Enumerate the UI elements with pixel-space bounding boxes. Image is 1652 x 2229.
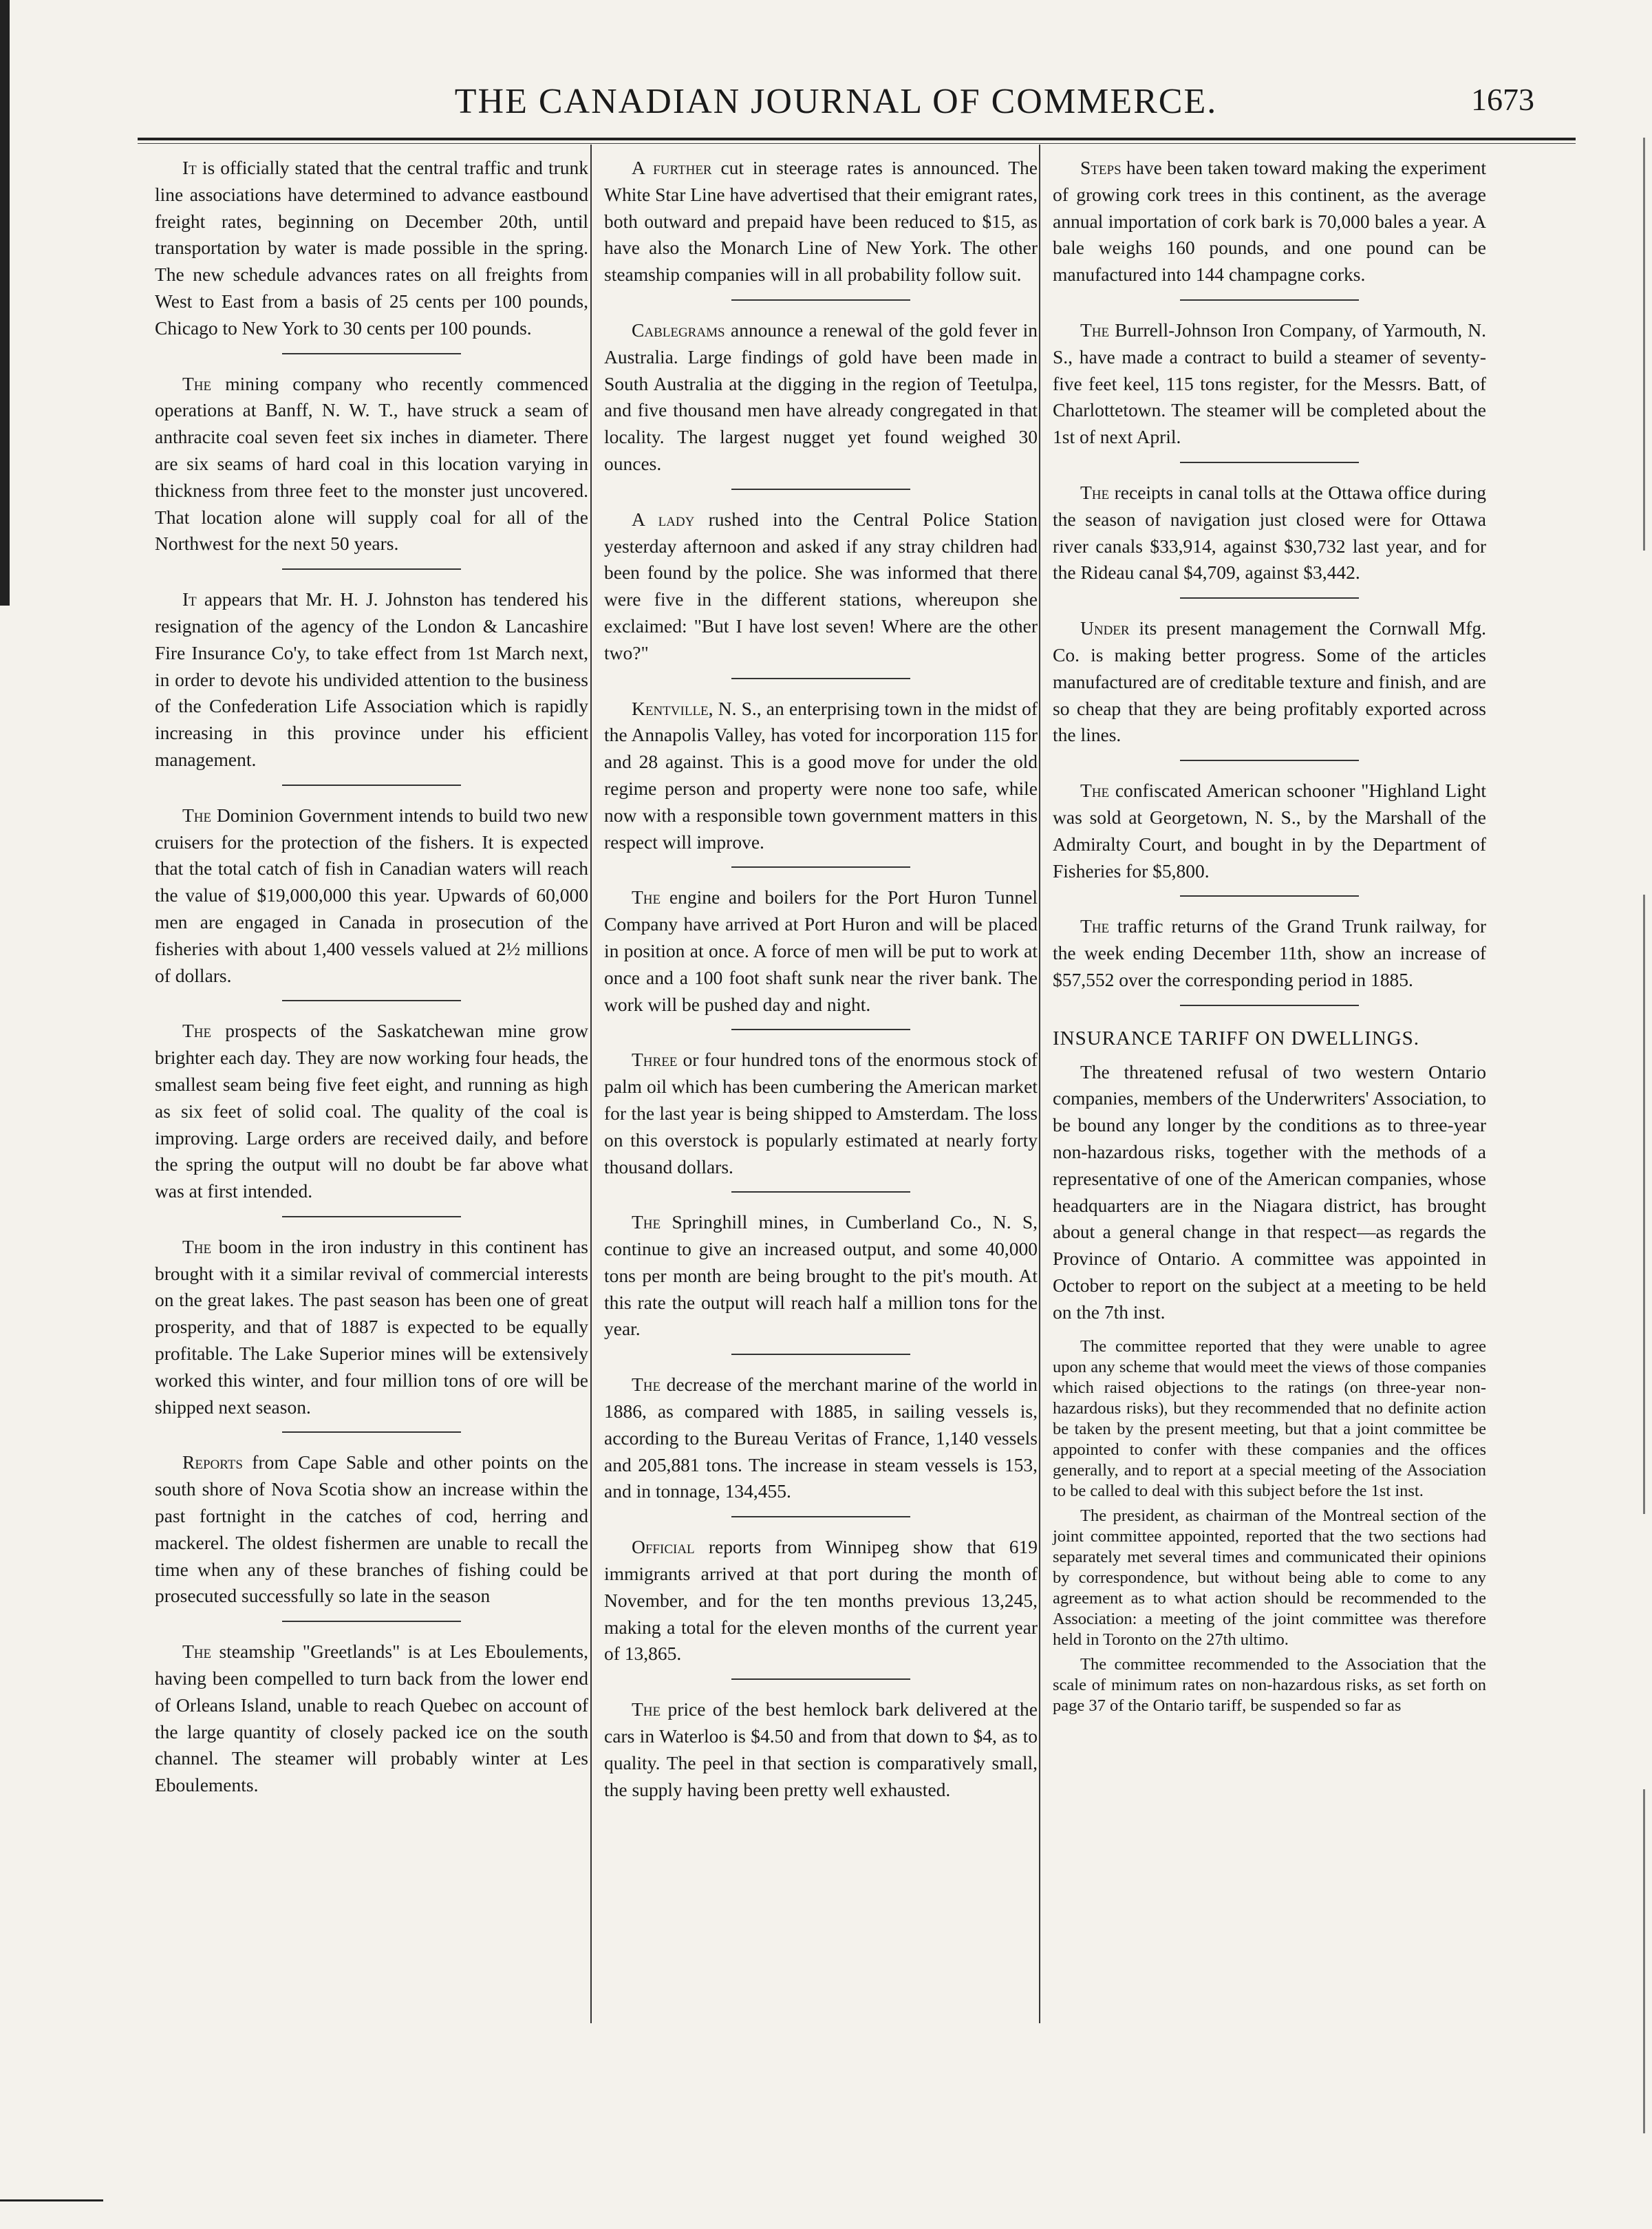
news-item: The decrease of the merchant marine of the world in 1886, as compared with 1885, in sailing vessels is, according to the Bureau Veritas of France, 1,140 vessels and 205,881 tons. The increase in steam vessels is 153, and in tonnage, 134,455. [604,1374,1038,1502]
news-item: Kentville, N. S., an enterprising town in the midst of the Annapolis Valley, has voted for incorporation 115 for and 28 against. This is a good move for under the old regime person and property were none too safe, while now with a responsible town government matters in this respect will improve. [604,697,1038,853]
item-separator [282,1216,461,1217]
page-number: 1673 [1471,82,1534,117]
item-separator [1180,760,1359,761]
news-item: The price of the best hemlock bark delivered at the cars in Waterloo is $4.50 and from that down to $4, as to quality. The peel in that section is comparatively small, the supply having been pretty well exhausted. [604,1698,1038,1800]
item-separator [1180,895,1359,897]
item-separator [731,489,910,490]
item-separator [1180,462,1359,463]
column-3 [1053,155,1486,1720]
news-item: Under its present management the Cornwall Mfg. Co. is making better progress. Some of the articles manufactured are of creditable texture and finish, and are so cheap that they are being profitably exported across the lines. [1053,617,1487,746]
scan-edge-noise [1643,138,1645,551]
news-item: The mining company who recently commenced operations at Banff, N. W. T., have struck a seam of anthracite coal seven feet six inches in diameter. There are six seams of hard coal in this location varying in thickness from three feet to the monster just uncovered. That location alone will supply coal for all of the Northwest for the next 50 years. [155,372,588,555]
item-separator [731,866,910,868]
item-separator [1180,1005,1359,1006]
insurance-intro: The threatened refusal of two western Ontario companies, members of the Underwriters' Association, to be bound any longer by the conditions as to three-year non-hazardous risks, together with the methods of a representative of one of the American companies, whose headquarters are in the Niagara district, has brought about a general change in that respect—as regards the Province of Ontario. A committee was appointed in October to report on the subject at a meeting to be held on the 7th inst. [1053,1060,1486,1323]
news-item: The steamship "Greetlands" is at Les Eboulements, having been compelled to turn back from the lower end of Orleans Island, unable to reach Quebec on account of the large quantity of closely packed ice on the south channel. The steamer will probably winter at Les Eboulements. [155,1641,588,1796]
news-item: The Burrell-Johnson Iron Company, of Yarmouth, N. S., have made a contract to build a steamer of seventy-five feet keel, 115 tons register, for the Messrs. Batt, of Charlottetown. The steamer will be completed about the 1st of next April. [1053,319,1486,448]
item-separator [731,1354,910,1355]
column-divider [1039,145,1040,2023]
news-item: A further cut in steerage rates is announced. The White Star Line have advertised that their emigrant rates, both outward and prepaid have been reduced to $15, as have also the Monarch Line of New York. The other steamship companies will in all probability follow suit. [604,157,1038,286]
scan-edge-bar [0,0,10,606]
news-item: It is officially stated that the central traffic and trunk line associations have determined to advance eastbound freight rates, beginning on December 20th, until transportation by water is made possible in the spring. The new schedule advances rates on all freights from West to East from a basis of 25 cents per 100 pounds, Chicago to New York to 30 cents per 100 pounds. [155,157,588,339]
news-item: The traffic returns of the Grand Trunk railway, for the week ending December 11th, show an increase of $57,552 over the corresponding period in 1885. [1053,915,1486,990]
item-separator [731,1029,910,1030]
insurance-paragraph: The committee reported that they were unable to agree upon any scheme that would meet the views of those companies which raised objections to the ratings (on three-year non-hazardous risks), but they recommended that no definite action be taken by the present meeting, but that a joint committee be appointed to confer with these companies and the offices generally, and to report at a special meeting of the Association to be called to deal with this subject before the 1st inst. [1053,1337,1486,1501]
news-item: A lady rushed into the Central Police Station yesterday afternoon and asked if any stray children had been found by the police. She was informed that there were five in the different stations, whereupon she exclaimed: "But I have lost seven! Where are the other two?" [604,508,1038,663]
item-separator [282,1431,461,1433]
news-item: The boom in the iron industry in this continent has brought with it a similar revival of commercial interests on the great lakes. The past season has been one of great prosperity, and that of 1887 is expected to be equally profitable. The Lake Superior mines will be extensively worked this winter, and four million tons of ore will be shipped next season. [155,1235,589,1418]
news-item: Steps have been taken toward making the experiment of growing cork trees in this continent, as the average annual importation of cork bark is 70,000 bales a year. A bale weighs 160 pounds, and one pound can be manufactured into 144 champagne corks. [1053,157,1486,286]
item-separator [731,299,910,301]
news-item: The confiscated American schooner "Highland Light was sold at Georgetown, N. S., by the Marshall of the Admiralty Court, and bought in by the Department of Fisheries for $5,800. [1053,780,1486,882]
header-rule-thin [138,143,1576,144]
item-separator [731,1516,910,1517]
item-separator [731,1191,910,1193]
item-separator [731,678,910,679]
column-1 [155,155,588,1810]
item-separator [282,353,461,354]
item-separator [731,1678,910,1680]
insurance-heading: INSURANCE TARIFF ON DWELLINGS. [1053,1027,1420,1049]
item-separator [282,1621,461,1622]
item-separator [282,785,461,786]
column-2 [604,155,1038,1814]
news-item: Cablegrams announce a renewal of the gold fever in Australia. Large findings of gold have been made in South Australia at the digging in the region of Teetulpa, and five thousand men have already congregated in that locality. The largest nugget yet found weighed 30 ounces. [604,319,1038,474]
scan-edge-noise [1643,1789,1645,2133]
news-item: Three or four hundred tons of the enormous stock of palm oil which has been cumbering the American market for the last year is being shipped to Amsterdam. The loss on this overstock is popularly estimated at nearly forty thousand dollars. [604,1049,1038,1177]
news-item: The prospects of the Saskatchewan mine grow brighter each day. They are now working four heads, the smallest seam being five feet eight, and running as high as six feet of solid coal. The quality of the coal is improving. Large orders are received daily, and before the spring the output will no doubt be far above what was at first intended. [155,1020,589,1202]
journal-title: THE CANADIAN JOURNAL OF COMMERCE. [454,82,1218,121]
item-separator [1180,597,1359,599]
news-item: It appears that Mr. H. J. Johnston has tendered his resignation of the agency of the London & Lancashire Fire Insurance Co'y, to take effect from 1st March next, in order to devote his undivided attention to the business of the Confederation Life Association which is rapidly increasing in this province under his efficient management. [155,588,589,770]
item-separator [282,568,461,570]
bottom-margin-rule [0,2199,103,2201]
item-separator [282,1000,461,1001]
news-item: The receipts in canal tolls at the Ottawa office during the season of navigation just closed were for Ottawa river canals $33,914, against $30,732 last year, and for the Rideau canal $4,709, against $3,442. [1053,481,1486,584]
insurance-paragraph: The committee recommended to the Association that the scale of minimum rates on non-hazardous risks, as set forth on page 37 of the Ontario tariff, be suspended so far as [1053,1655,1486,1716]
column-divider [590,145,592,2023]
news-item: Reports from Cape Sable and other points on the south shore of Nova Scotia show an increase within the past fortnight in the catches of cod, herring and mackerel. The oldest fishermen are unable to recall the time when any of these branches of fishing could be prosecuted successfully so late in the season [155,1451,588,1607]
header-rule [138,138,1576,140]
news-item: The Springhill mines, in Cumberland Co., N. S, continue to give an increased output, and some 40,000 tons per month are being brought to the pit's mouth. At this rate the output will reach half a million tons for the year. [604,1211,1038,1340]
news-item: Official reports from Winnipeg show that 619 immigrants arrived at that port during the month of November, and for the ten months previous 13,245, making a total for the eleven months of the current year of 13,865. [604,1536,1038,1665]
news-item: The engine and boilers for the Port Huron Tunnel Company have arrived at Port Huron and will be placed in position at once. A force of men will be put to work at once and a 100 foot shaft sunk near the river bank. The work will be pushed day and night. [604,886,1038,1015]
item-separator [1180,299,1359,301]
scan-edge-noise [1643,895,1645,1514]
insurance-paragraph: The president, as chairman of the Montreal section of the joint committee appointed, reported that the two sections had separately met several times and communicated their opinions by correspondence, but without being able to come to any agreement as to what action should be recommended to the Association: a meeting of the joint committee was therefore held in Toronto on the 27th ultimo. [1053,1506,1486,1650]
page-header [138,81,1534,129]
news-item: The Dominion Government intends to build two new cruisers for the protection of the fishers. It is expected that the total catch of fish in Canadian waters will reach the value of $19,000,000 this year. Upwards of 60,000 men are engaged in Canada in prosecution of the fisheries with about 1,400 vessels valued at 2½ millions of dollars. [155,804,588,986]
